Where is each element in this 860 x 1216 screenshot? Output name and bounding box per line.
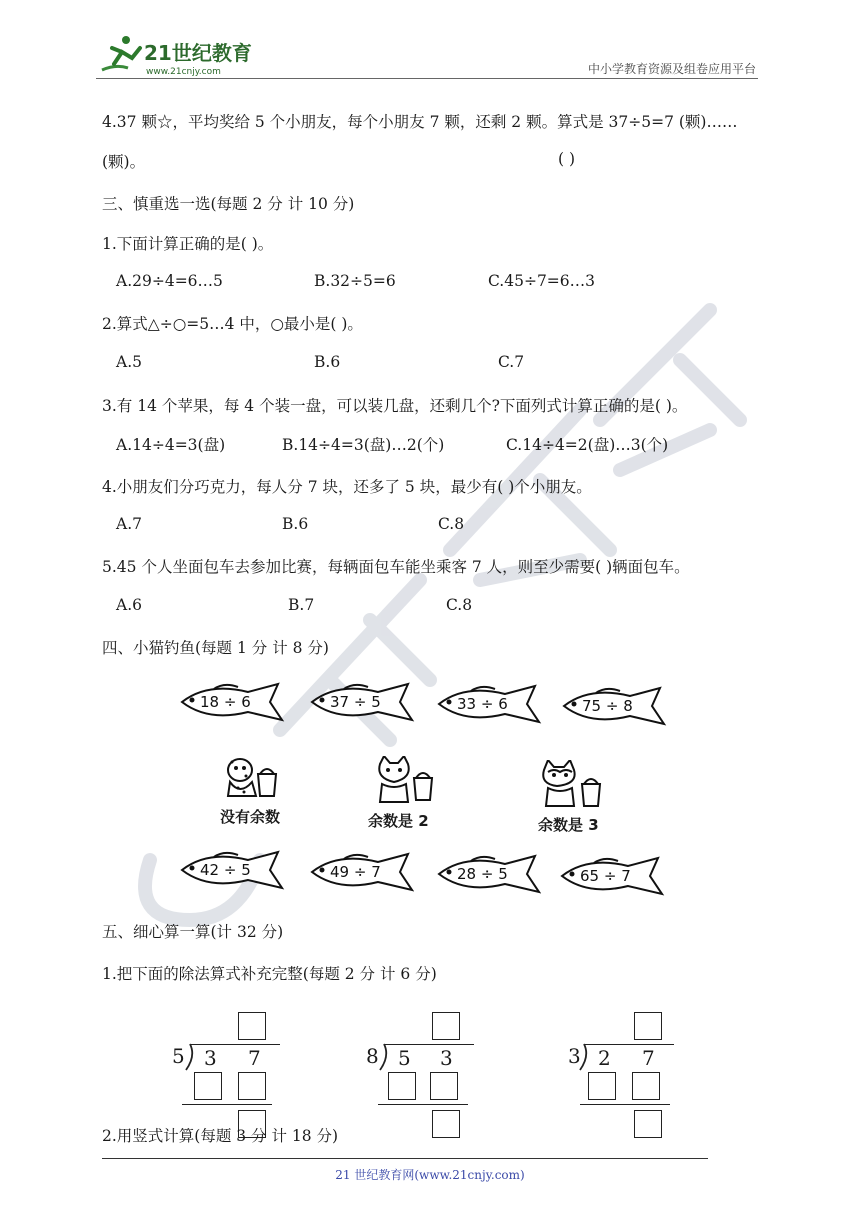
header-divider (96, 78, 758, 79)
quotient-box[interactable] (432, 1012, 460, 1040)
section5-title: 五、细心算一算(计 32 分) (102, 923, 284, 941)
s5-sub1: 1.把下面的除法算式补充完整(每题 2 分 计 6 分) (102, 965, 437, 983)
quotient-box[interactable] (634, 1012, 662, 1040)
product-box[interactable] (388, 1072, 416, 1100)
s3-q1: 1.下面计算正确的是( )。 (102, 235, 274, 253)
cat-1-label: 没有余数 (220, 808, 281, 826)
remainder-box[interactable] (432, 1110, 460, 1138)
fish-bottom-4 (558, 854, 666, 898)
section3-title: 三、慎重选一选(每题 2 分 计 10 分) (102, 195, 355, 213)
cat-3-icon (534, 760, 614, 810)
s3-q2-opt-b: B.6 (314, 353, 341, 371)
logo-text: 21世纪教育 (144, 41, 252, 65)
fish-top-1 (178, 680, 286, 724)
s3-q1-opt-a: A.29÷4=6…5 (116, 272, 223, 290)
q4-line1: 4.37 颗☆，平均奖给 5 个小朋友，每个小朋友 7 颗，还剩 2 颗。算式是 37÷5=7 (颗)…… (102, 113, 738, 131)
s5-sub2: 2.用竖式计算(每题 3 分 计 18 分) (102, 1127, 339, 1145)
s3-q5-opt-b: B.7 (288, 596, 315, 614)
cat-2-label: 余数是 2 (368, 812, 429, 830)
logo-runner-icon (96, 34, 266, 78)
fish-top-2-expr: 37 ÷ 5 (330, 693, 381, 711)
fish-top-4 (560, 684, 668, 728)
product-box[interactable] (632, 1072, 660, 1100)
s3-q2: 2.算式△÷○=5…4 中，○最小是( )。 (102, 315, 363, 333)
divisor: 3 (568, 1044, 581, 1068)
header-platform-text: 中小学教育资源及组卷应用平台 (587, 62, 756, 76)
divisor: 8 (366, 1044, 379, 1068)
s3-q4-opt-a: A.7 (116, 515, 142, 533)
fish-top-4-expr: 75 ÷ 8 (582, 697, 633, 715)
footer-divider-bold (102, 1158, 162, 1159)
q4-line2: (颗)。 (102, 153, 146, 171)
footer-text: 21 世纪教育网(www.21cnjy.com) (335, 1168, 525, 1182)
fish-top-3-expr: 33 ÷ 6 (457, 695, 508, 713)
remainder-box[interactable] (634, 1110, 662, 1138)
cat-2-icon (366, 756, 446, 806)
s3-q4-opt-c: C.8 (438, 515, 465, 533)
fish-bottom-1-expr: 42 ÷ 5 (200, 861, 251, 879)
fish-bottom-2-expr: 49 ÷ 7 (330, 863, 381, 881)
s3-q3-opt-c: C.14÷4=2(盘)…3(个) (506, 436, 669, 454)
logo-url: www.21cnjy.com (146, 67, 221, 77)
site-logo (96, 34, 266, 78)
footer-divider (162, 1158, 708, 1159)
product-box[interactable] (194, 1072, 222, 1100)
product-box[interactable] (430, 1072, 458, 1100)
s3-q3-opt-b: B.14÷4=3(盘)…2(个) (282, 436, 445, 454)
fish-bottom-3 (435, 852, 543, 896)
product-box[interactable] (238, 1072, 266, 1100)
divisor: 5 (172, 1044, 185, 1068)
s3-q5-opt-c: C.8 (446, 596, 473, 614)
dividend-digit: 7 (248, 1046, 261, 1070)
fish-bottom-1 (178, 848, 286, 892)
dividend-digit: 3 (440, 1046, 453, 1070)
s3-q2-opt-c: C.7 (498, 353, 525, 371)
s3-q4: 4.小朋友们分巧克力，每人分 7 块，还多了 5 块，最少有( )个小朋友。 (102, 478, 592, 496)
s3-q1-opt-b: B.32÷5=6 (314, 272, 396, 290)
s3-q3-opt-a: A.14÷4=3(盘) (116, 436, 226, 454)
s3-q2-opt-a: A.5 (116, 353, 142, 371)
s3-q1-opt-c: C.45÷7=6…3 (488, 272, 596, 290)
product-box[interactable] (588, 1072, 616, 1100)
dividend-digit: 3 (204, 1046, 217, 1070)
section4-title: 四、小猫钓鱼(每题 1 分 计 8 分) (102, 639, 329, 657)
cat-1-icon (212, 752, 292, 802)
fish-top-2 (308, 680, 416, 724)
fish-bottom-4-expr: 65 ÷ 7 (580, 867, 631, 885)
q4-answer-paren: ( ) (558, 150, 576, 168)
fish-top-3 (435, 682, 543, 726)
dividend-digit: 7 (642, 1046, 655, 1070)
s3-q3: 3.有 14 个苹果，每 4 个装一盘，可以装几盘，还剩几个?下面列式计算正确的是( )。 (102, 397, 688, 415)
s3-q4-opt-b: B.6 (282, 515, 309, 533)
dividend-digit: 5 (398, 1046, 411, 1070)
cat-3-label: 余数是 3 (538, 816, 599, 834)
fish-bottom-3-expr: 28 ÷ 5 (457, 865, 508, 883)
dividend-digit: 2 (598, 1046, 611, 1070)
s3-q5: 5.45 个人坐面包车去参加比赛，每辆面包车能坐乘客 7 人，则至少需要( )辆面包车。 (102, 558, 690, 576)
quotient-box[interactable] (238, 1012, 266, 1040)
fish-top-1-expr: 18 ÷ 6 (200, 693, 251, 711)
fish-bottom-2 (308, 850, 416, 894)
s3-q5-opt-a: A.6 (116, 596, 142, 614)
